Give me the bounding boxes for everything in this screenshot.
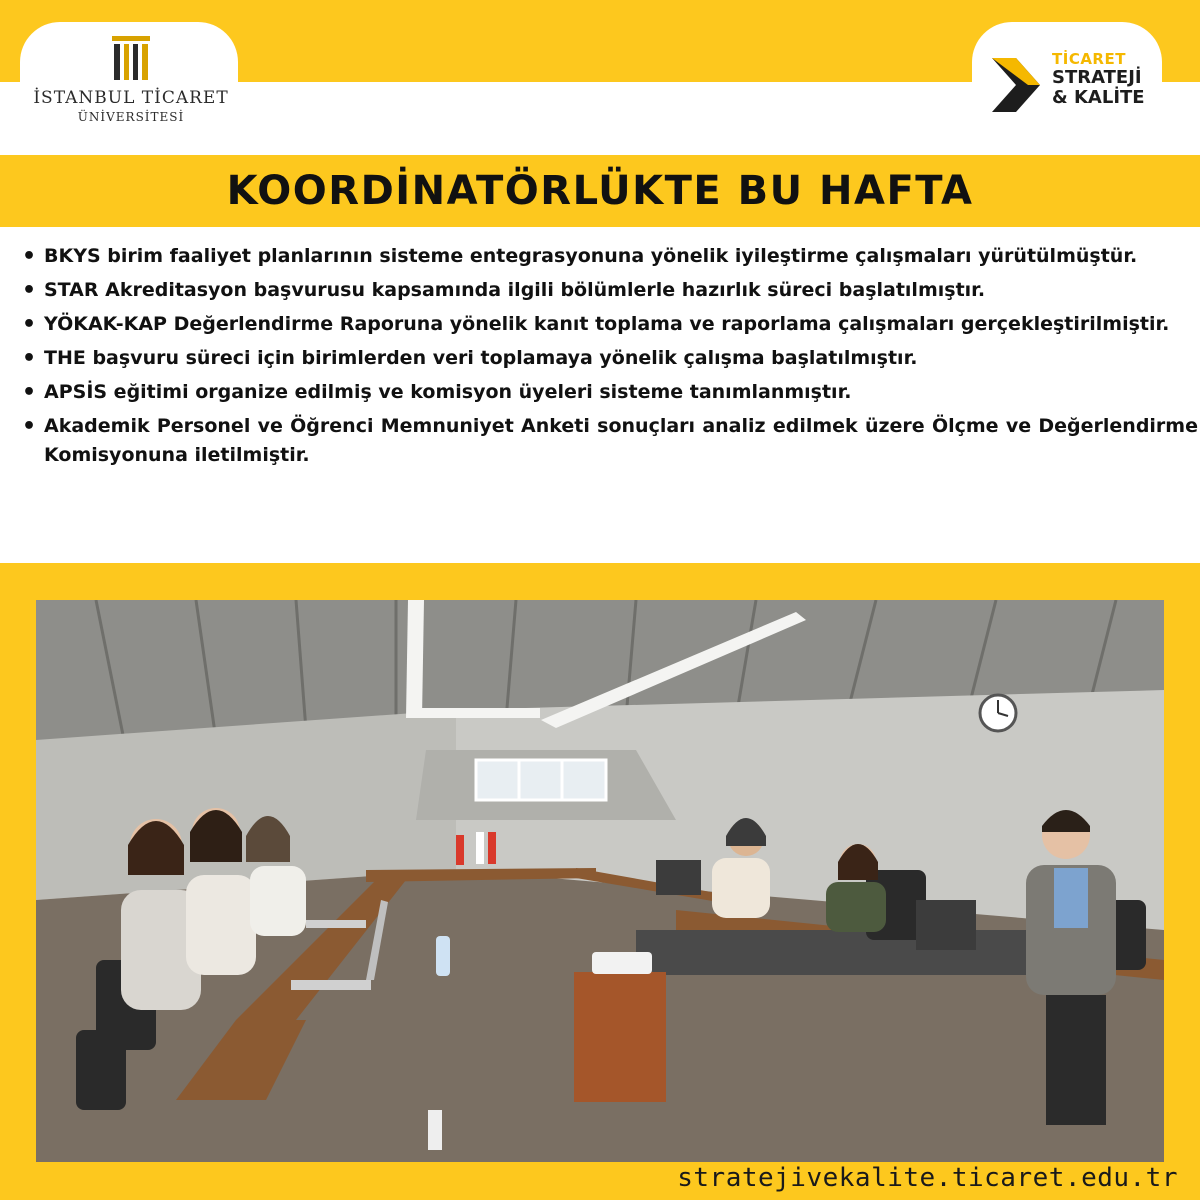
tsk-line1: TİCARET — [1052, 50, 1126, 68]
itu-logo-icon — [110, 34, 152, 82]
photo-illustration — [36, 600, 1164, 1162]
list-item: • Akademik Personel ve Öğrenci Memnuniyet Anketi sonuçları analiz edilmek üzere Ölçme ve Değerlendirme Komisyonuna iletilmiştir. — [20, 412, 1198, 470]
tsk-line2: STRATEJİ — [1052, 67, 1142, 88]
tsk-line3: & KALİTE — [1052, 87, 1145, 108]
title-banner — [0, 155, 1200, 227]
list-item: • STAR Akreditasyon başvurusu kapsamında ilgili bölümlerle hazırlık süreci başlatılmıştır. — [20, 276, 1198, 305]
page-title: KOORDİNATÖRLÜKTE BU HAFTA — [226, 168, 974, 214]
ticaret-strateji-kalite-logo — [988, 52, 1158, 122]
meeting-room-photo — [36, 600, 1164, 1162]
itu-sub: ÜNİVERSİTESİ — [77, 110, 185, 124]
itu-name: İSTANBUL TİCARET — [33, 88, 229, 108]
istanbul-ticaret-logo — [33, 30, 229, 150]
tsk-logo-icon — [988, 56, 1044, 114]
list-item: • THE başvuru süreci için birimlerden veri toplamaya yönelik çalışma başlatılmıştır. — [20, 344, 1198, 373]
activity-list — [20, 242, 1198, 475]
list-item: • BKYS birim faaliyet planlarının sisteme entegrasyonuna yönelik iyileştirme çalışmaları yürütülmüştür. — [20, 242, 1198, 271]
list-item: • APSİS eğitimi organize edilmiş ve komisyon üyeleri sisteme tanımlanmıştır. — [20, 378, 1198, 407]
website-link[interactable]: stratejivekalite.ticaret.edu.tr — [677, 1163, 1178, 1193]
list-item: • YÖKAK-KAP Değerlendirme Raporuna yönelik kanıt toplama ve raporlama çalışmaları gerçekleştirilmiştir. — [20, 310, 1198, 339]
